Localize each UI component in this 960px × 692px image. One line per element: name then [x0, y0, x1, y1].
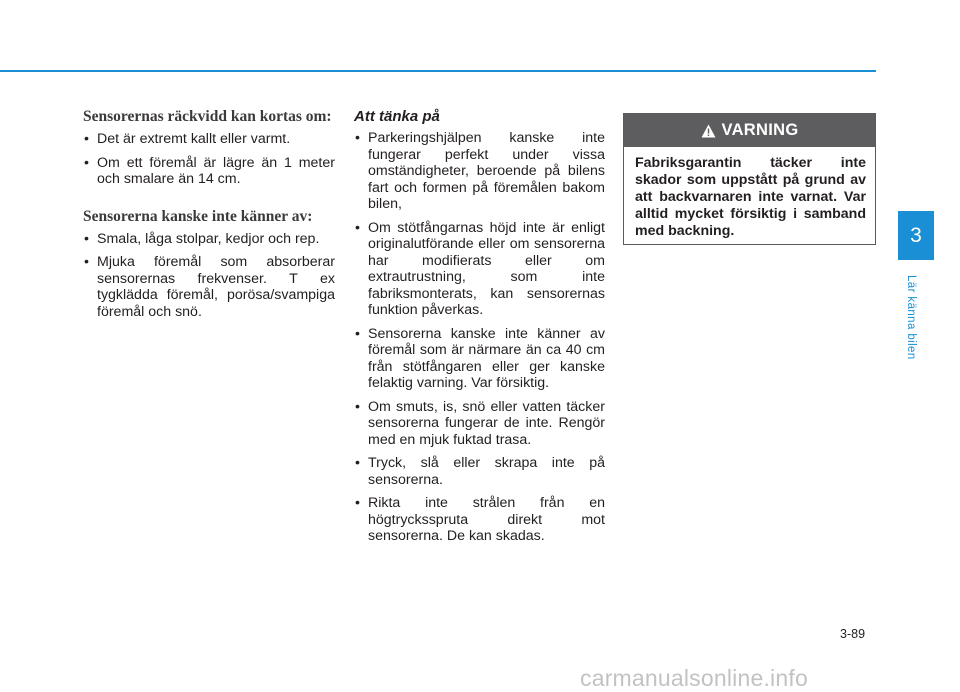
chapter-label: Lär känna bilen — [905, 274, 917, 360]
warning-title: VARNING — [721, 121, 799, 139]
list-item: • Det är extremt kallt eller varmt. — [84, 131, 291, 147]
left-column — [83, 108, 335, 327]
middle-column — [354, 108, 605, 552]
detection-heading: Sensorerna kanske inte känner av: — [83, 207, 313, 225]
list-item: • Parkeringshjälpen kanske inte fungerar perfekt under vissa omständigheter, beroende på bilens fart och formen på föremålen bakom bilen, — [355, 130, 605, 212]
list-item: • Tryck, slå eller skrapa inte på sensorerna. — [355, 455, 605, 488]
chapter-tab[interactable]: 3 — [898, 211, 934, 260]
list-item: • Om ett föremål är lägre än 1 meter och smalare än 14 cm. — [84, 154, 335, 187]
range-heading: Sensorernas räckvidd kan kortas om: — [83, 108, 332, 125]
notice-list — [354, 130, 605, 545]
list-item: • Sensorerna kanske inte känner av föremål som är närmare än ca 40 cm från stötfångaren eller ger kanske felaktig varning. Var försiktig. — [355, 325, 605, 391]
list-item: • Rikta inte strålen från en högtrycksspruta direkt mot sensorerna. De kan skadas. — [355, 495, 605, 544]
warning-header — [624, 114, 875, 147]
warning-triangle-icon — [701, 124, 716, 138]
warning-text: Fabriksgarantin täcker inte skador som uppstått på grund av att backvarnaren inte varnat. Var alltid mycket försiktig i samband med backning. — [635, 155, 866, 239]
list-item: • Om stötfångarnas höjd inte är enligt originalutförande eller om sensorerna har modifierats eller om extrautrustning, som inte fabriksmonterats, kan sensorernas funktion påverkas. — [355, 219, 605, 318]
detection-list — [83, 231, 335, 321]
warning-box — [623, 113, 876, 245]
page-number: 3-89 — [840, 627, 866, 641]
list-item: • Mjuka föremål som absorberar sensorernas frekvenser. T ex tygklädda föremål, porösa/svampiga föremål och snö. — [84, 254, 335, 320]
range-list — [83, 131, 335, 188]
list-item: • Smala, låga stolpar, kedjor och rep. — [84, 230, 320, 247]
top-rule — [0, 70, 876, 72]
notice-heading: Att tänka på — [354, 108, 440, 125]
list-item: • Om smuts, is, snö eller vatten täcker sensorerna fungerar de inte. Rengör med en mjuk fuktad trasa. — [355, 398, 605, 448]
watermark: carmanualsonline.info — [580, 665, 808, 691]
